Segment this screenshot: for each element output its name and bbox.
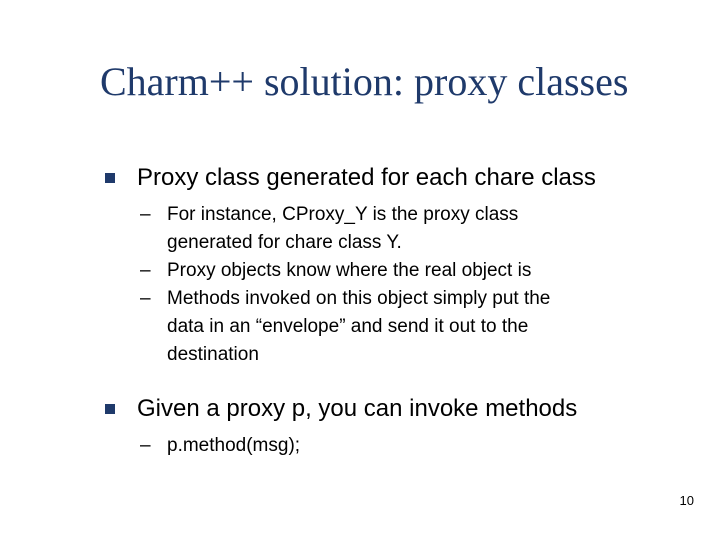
sub-bullet-line: data in an “envelope” and send it out to the (167, 316, 529, 337)
bullet-square-icon (105, 404, 115, 414)
sub-bullet-line: p.method(msg); (167, 435, 301, 456)
sub-bullet-text (167, 257, 667, 285)
slide-title: Charm++ solution: proxy classes (100, 59, 629, 104)
dash-icon: – (140, 260, 151, 281)
sub-bullet-line: generated for chare class Y. (167, 232, 402, 253)
sub-bullet-text (167, 432, 667, 460)
dash-icon: – (140, 435, 151, 456)
bullet-text: Proxy class generated for each chare class (137, 164, 596, 191)
bullet-text: Given a proxy p, you can invoke methods (137, 395, 578, 422)
bullet-square-icon (105, 173, 115, 183)
sub-bullet-line: For instance, CProxy_Y is the proxy class (167, 204, 519, 225)
dash-icon: – (140, 204, 151, 225)
sub-bullet-line: destination (167, 344, 259, 365)
sub-bullet-text (167, 201, 667, 257)
dash-icon: – (140, 288, 151, 309)
page-number: 10 (679, 493, 694, 508)
sub-bullet-line: Proxy objects know where the real object is (167, 260, 532, 281)
sub-bullet-line: Methods invoked on this object simply put the (167, 288, 551, 309)
sub-bullet-text (167, 285, 667, 369)
